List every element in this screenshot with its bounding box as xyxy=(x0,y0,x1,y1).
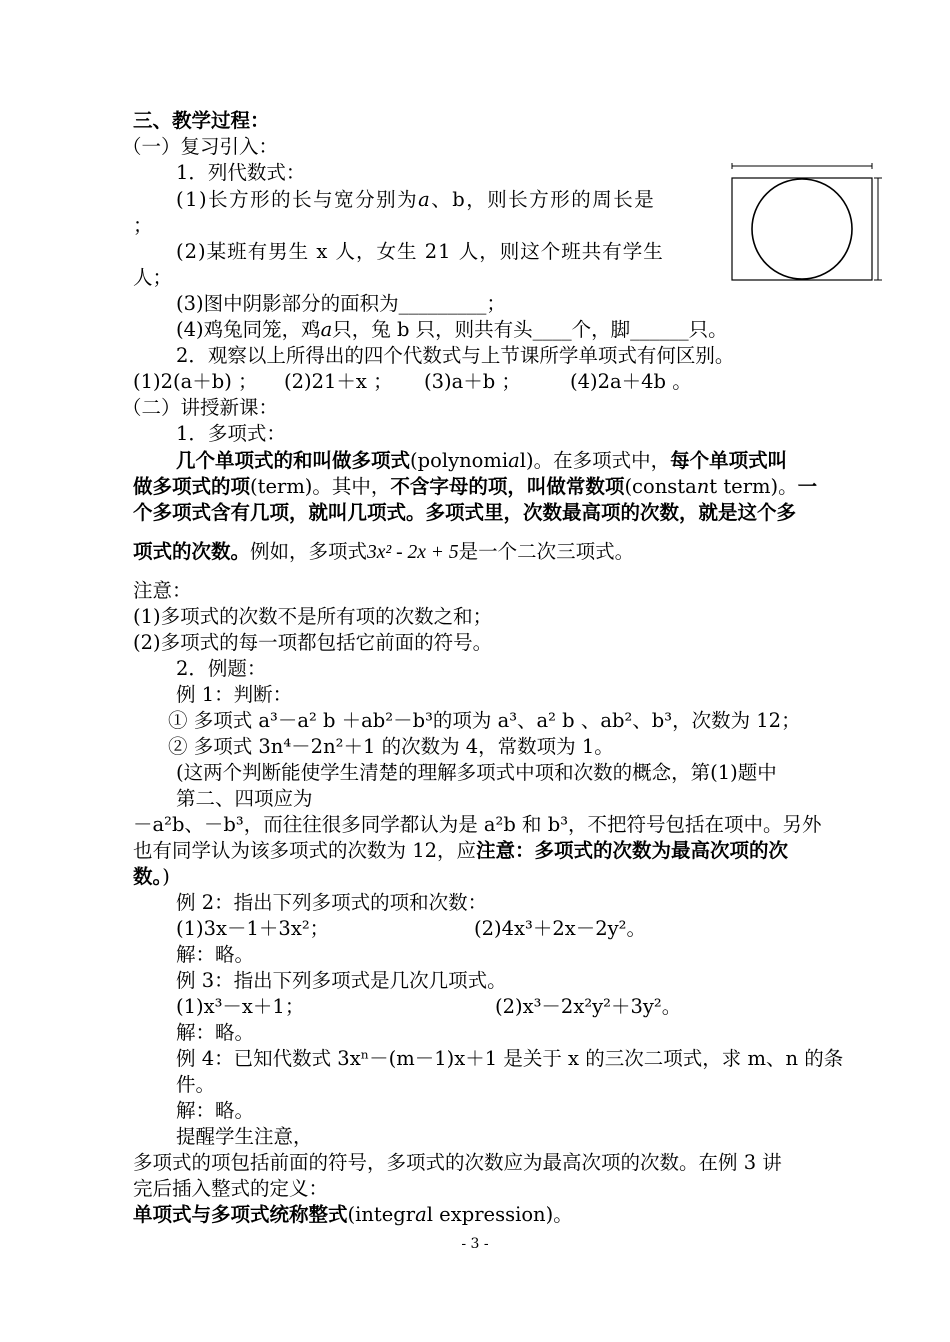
circle-in-rectangle-figure xyxy=(728,160,890,292)
definition-line-4: 项式的次数。例如，多项式3x² - 2x + 5是一个二次三项式。 xyxy=(133,540,635,563)
example-3-part-2: (2)x³－2x²y²＋3y²。 xyxy=(495,995,682,1018)
definition-line-3: 个多项式含有几项，就叫几项式。多项式里，次数最高项的次数，就是这个多 xyxy=(133,501,797,524)
definition-line-2: 做多项式的项(term)。其中，不含字母的项，叫做常数项(constant term)。一 xyxy=(133,475,818,498)
example-1-comment-4: 也有同学认为该多项式的次数为 12，应注意：多项式的次数为最高次项的次 xyxy=(133,839,789,862)
answer-4: (4)2a＋4b 。 xyxy=(570,370,692,393)
note-1: (1)多项式的次数不是所有项的次数之和； xyxy=(133,605,493,628)
question-2-tail: 人； xyxy=(133,266,173,289)
definition-line-1: 几个单项式的和叫做多项式(polynomial)。在多项式中，每个单项式叫 xyxy=(176,449,788,472)
part2-item2: 2．例题： xyxy=(176,657,267,680)
part1-item1: 1．列代数式： xyxy=(176,161,306,184)
reminder-line-3: 完后插入整式的定义： xyxy=(133,1177,329,1200)
part2-item1: 1．多项式： xyxy=(176,422,286,445)
solution-3: 解：略。 xyxy=(176,1099,255,1122)
example-4-line-2: 件。 xyxy=(176,1073,216,1096)
example-2-part-1: (1)3x－1＋3x²； xyxy=(176,917,330,940)
example-4-line-1: 例 4：已知代数式 3xⁿ－(m－1)x＋1 是关于 x 的三次二项式，求 m、n 的条 xyxy=(176,1047,844,1070)
example-1-title: 例 1：判断： xyxy=(176,683,293,706)
part2-heading: （二）讲授新课： xyxy=(122,396,279,419)
solution-2: 解：略。 xyxy=(176,1021,255,1044)
example-2-part-2: (2)4x³＋2x－2y²。 xyxy=(474,917,646,940)
reminder-line-1: 提醒学生注意， xyxy=(176,1125,313,1148)
answer-1: (1)2(a＋b) ； xyxy=(133,370,258,393)
example-1-comment-3: －a²b、－b³，而往往很多同学都认为是 a²b 和 b³，不把符号包括在项中。另外 xyxy=(133,813,822,836)
answer-3: (3)a＋b ； xyxy=(424,370,521,393)
section-title: 三、教学过程： xyxy=(133,109,270,132)
question-1-tail: ； xyxy=(133,214,153,237)
example-1-statement-a: ① 多项式 a³－a² b ＋ab²－b³的项为 a³、a² b 、ab²、b³，次数为 12； xyxy=(168,709,801,732)
part1-heading: （一）复习引入： xyxy=(122,135,279,158)
polynomial-expression: 3x² - 2x + 5 xyxy=(367,542,459,563)
integral-expression-definition: 单项式与多项式统称整式(integral expression)。 xyxy=(133,1203,573,1226)
example-1-comment-1: (这两个判断能使学生清楚的理解多项式中项和次数的概念，第(1)题中 xyxy=(176,761,777,784)
note-2: (2)多项式的每一项都包括它前面的符号。 xyxy=(133,631,493,654)
example-1-comment-5: 数。) xyxy=(133,865,170,888)
example-2-title: 例 2：指出下列多项式的项和次数： xyxy=(176,891,488,914)
question-2: (2)某班有男生 x 人，女生 21 人，则这个班共有学生 xyxy=(176,240,664,263)
question-3: (3)图中阴影部分的面积为_________； xyxy=(176,292,506,315)
page-number: - 3 - xyxy=(461,1236,489,1252)
example-1-comment-2: 第二、四项应为 xyxy=(176,787,313,810)
answer-2: (2)21＋x ； xyxy=(284,370,393,393)
example-1-statement-b: ② 多项式 3n⁴－2n²＋1 的次数为 4，常数项为 1。 xyxy=(168,735,614,758)
part1-item2: 2．观察以上所得出的四个代数式与上节课所学单项式有何区别。 xyxy=(176,344,735,367)
solution-1: 解：略。 xyxy=(176,943,255,966)
example-3-part-1: (1)x³－x＋1； xyxy=(176,995,305,1018)
reminder-line-2: 多项式的项包括前面的符号，多项式的次数应为最高次项的次数。在例 3 讲 xyxy=(133,1151,782,1174)
question-1: (1)长方形的长与宽分别为a、b，则长方形的周长是 xyxy=(176,188,656,211)
example-3-title: 例 3：指出下列多项式是几次几项式。 xyxy=(176,969,507,992)
question-4: (4)鸡兔同笼，鸡a只，兔 b 只，则共有头____个，脚______只。 xyxy=(176,318,728,341)
note-title: 注意： xyxy=(133,579,192,602)
